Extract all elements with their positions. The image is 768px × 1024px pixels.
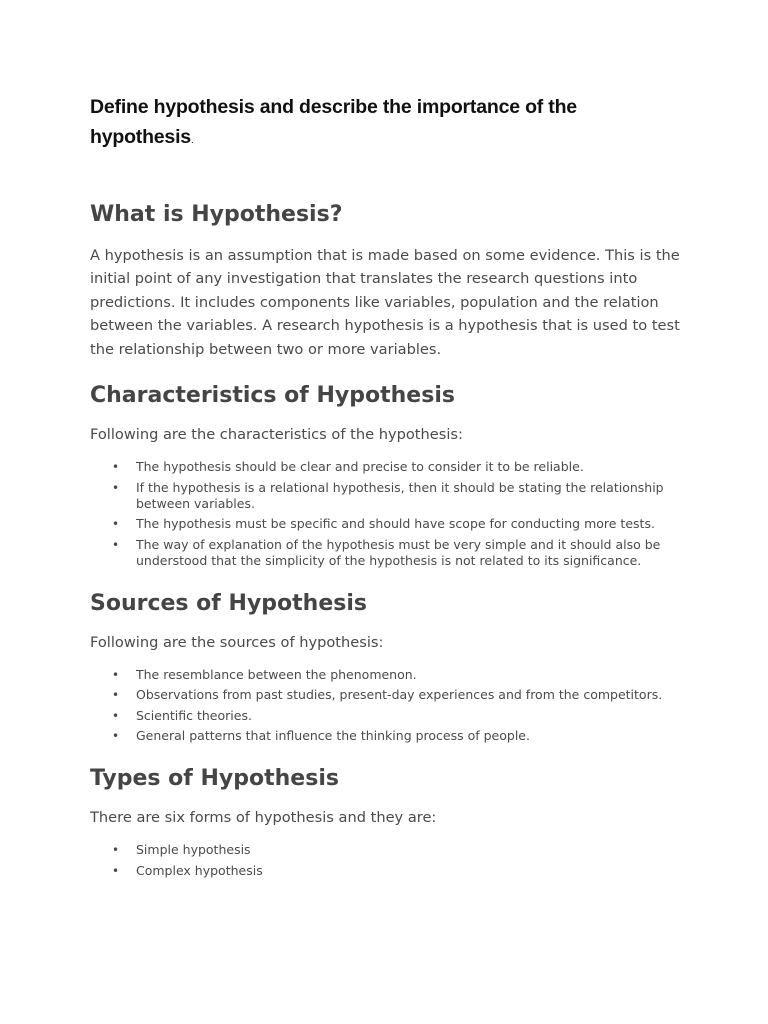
bullet-icon: • <box>112 708 120 723</box>
list-item-text: If the hypothesis is a relational hypothesis, then it should be stating the relationship between variables. <box>136 479 664 511</box>
list-item <box>90 863 680 879</box>
bullet-list <box>90 667 680 745</box>
list-item <box>90 687 680 703</box>
bullet-list <box>90 842 680 879</box>
section-characteristics <box>90 383 680 569</box>
bullet-icon: • <box>112 843 120 858</box>
section-types <box>90 766 680 879</box>
section-what-is-hypothesis <box>90 202 680 361</box>
section-heading: Sources of Hypothesis <box>90 590 367 616</box>
list-item-text: The resemblance between the phenomenon. <box>136 666 417 682</box>
list-item <box>90 708 680 724</box>
bullet-icon: • <box>112 517 120 532</box>
bullet-icon: • <box>112 863 120 878</box>
bullet-icon: • <box>112 537 120 552</box>
list-item <box>90 459 680 475</box>
section-intro: Following are the sources of hypothesis: <box>90 633 384 651</box>
list-item-text: Complex hypothesis <box>136 862 263 878</box>
list-item <box>90 537 680 569</box>
list-item-text: General patterns that influence the thinking process of people. <box>136 728 530 744</box>
document-page <box>90 92 680 901</box>
section-heading: What is Hypothesis? <box>90 202 343 227</box>
bullet-icon: • <box>112 480 120 495</box>
section-heading: Characteristics of Hypothesis <box>90 383 455 409</box>
list-item-text: The hypothesis must be specific and should have scope for conducting more tests. <box>136 516 655 532</box>
list-item-text: Simple hypothesis <box>136 842 251 858</box>
section-sources <box>90 591 680 745</box>
document-title <box>90 92 680 156</box>
section-intro: There are six forms of hypothesis and they are: <box>90 809 437 827</box>
section-intro: Following are the characteristics of the hypothesis: <box>90 426 463 444</box>
list-item <box>90 516 680 532</box>
document-title-text: Define hypothesis and describe the importance of the hypothesis <box>90 96 577 148</box>
section-body: A hypothesis is an assumption that is made based on some evidence. This is the initial point of any investigation that translates the research questions into predictions. It includes components like variables, population and the relation between the variables. A research hypothesis is a hypothesis that is used to test the relationship between two or more variables. <box>90 247 680 358</box>
bullet-icon: • <box>112 688 120 703</box>
list-item-text: Scientific theories. <box>136 707 252 723</box>
list-item <box>90 667 680 683</box>
list-item <box>90 842 680 858</box>
bullet-icon: • <box>112 729 120 744</box>
document-title-trailing: . <box>190 135 194 146</box>
bullet-icon: • <box>112 667 120 682</box>
bullet-list <box>90 459 680 569</box>
list-item-text: Observations from past studies, present-day experiences and from the competitors. <box>136 687 663 703</box>
list-item-text: The way of explanation of the hypothesis must be very simple and it should also be understood that the simplicity of the hypothesis is not related to its significance. <box>136 536 661 568</box>
list-item <box>90 728 680 744</box>
bullet-icon: • <box>112 460 120 475</box>
section-heading: Types of Hypothesis <box>90 766 339 792</box>
list-item <box>90 480 680 512</box>
list-item-text: The hypothesis should be clear and precise to consider it to be reliable. <box>136 459 584 475</box>
